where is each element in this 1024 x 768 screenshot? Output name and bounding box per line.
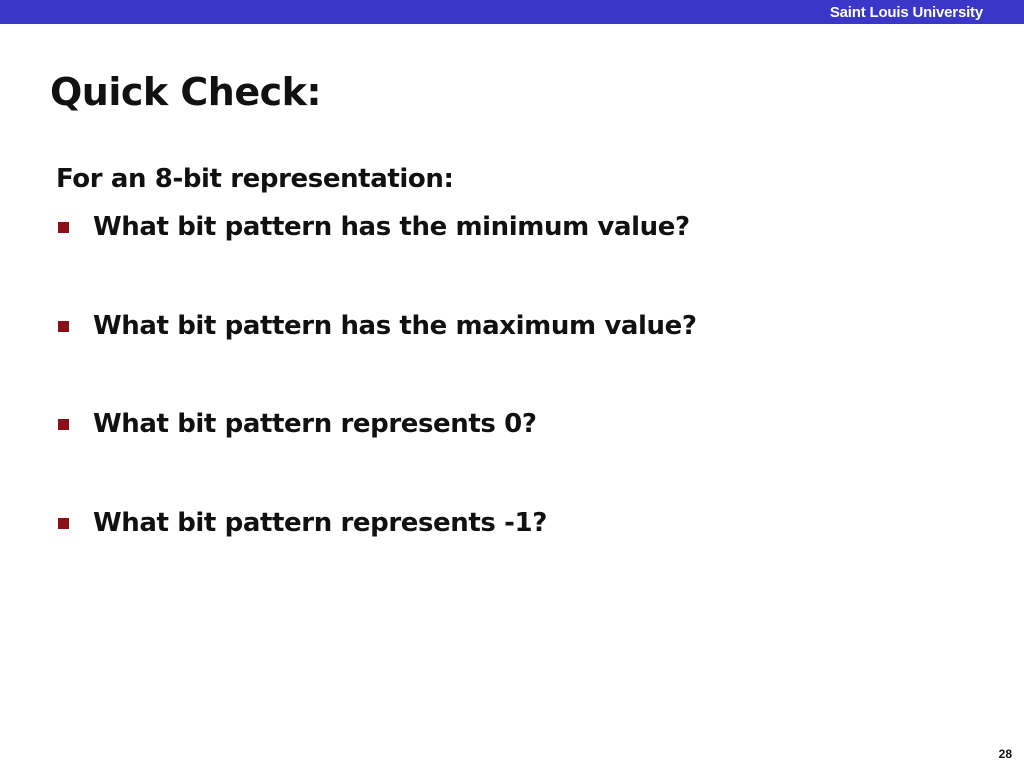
university-name: Saint Louis University (829, 4, 983, 21)
page-number: 28 (998, 747, 1012, 761)
square-bullet-icon (58, 222, 69, 233)
bullet-text: What bit pattern represents -1? (93, 508, 547, 538)
header-bar (0, 0, 1024, 24)
bullet-item-negative-one (56, 504, 547, 542)
bullet-text: What bit pattern has the minimum value? (93, 212, 690, 242)
bullet-text: What bit pattern has the maximum value? (93, 311, 697, 341)
square-bullet-icon (58, 518, 69, 529)
slide-title: Quick Check: (50, 70, 322, 114)
square-bullet-icon (58, 321, 69, 332)
intro-text: For an 8-bit representation: (56, 164, 454, 194)
bullet-text: What bit pattern represents 0? (93, 409, 537, 439)
bullet-item-zero (56, 405, 537, 443)
square-bullet-icon (58, 419, 69, 430)
bullet-item-minimum (56, 208, 690, 246)
bullet-item-maximum (56, 307, 697, 345)
